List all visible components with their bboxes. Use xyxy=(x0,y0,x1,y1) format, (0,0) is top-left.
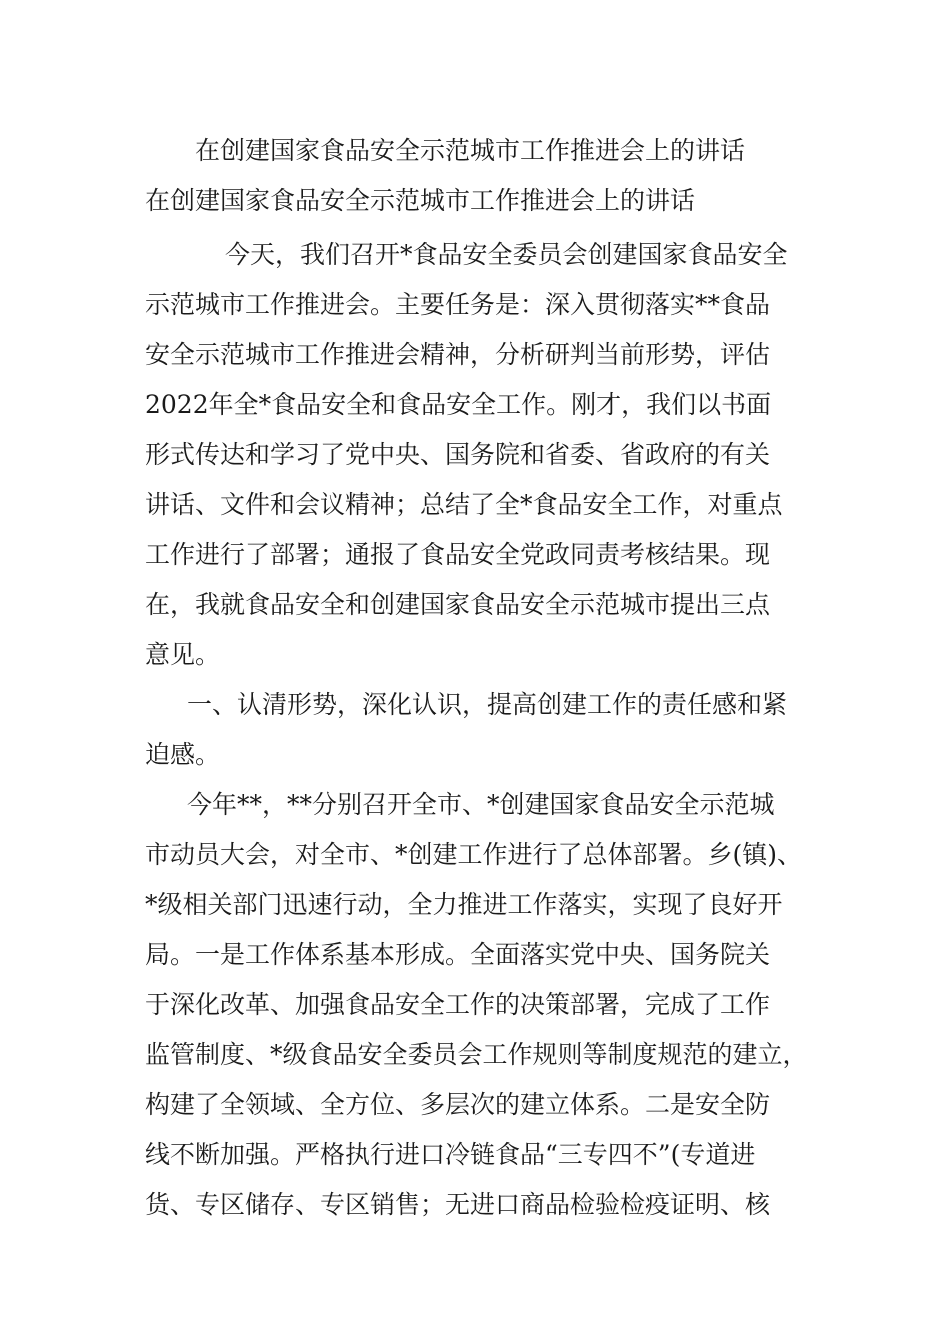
paragraph-line: 一、认清形势，深化认识，提高创建工作的责任感和紧 xyxy=(187,690,788,719)
paragraph-line: 线不断加强。严格执行进口冷链食品“三专四不”(专道进 xyxy=(145,1140,756,1169)
paragraph-line: 于深化改革、加强食品安全工作的决策部署，完成了工作 xyxy=(145,990,771,1019)
paragraph-line: 货、专区储存、专区销售；无进口商品检验检疫证明、核 xyxy=(145,1190,771,1219)
paragraph-line: 今天，我们召开*食品安全委员会创建国家食品安全 xyxy=(225,240,788,269)
paragraph-line: 局。一是工作体系基本形成。全面落实党中央、国务院关 xyxy=(145,940,771,969)
paragraph-line: 在，我就食品安全和创建国家食品安全示范城市提出三点 xyxy=(145,590,771,619)
paragraph-line: 今年**，**分别召开全市、*创建国家食品安全示范城 xyxy=(187,790,775,819)
document-body xyxy=(145,230,815,1230)
paragraph-line: *级相关部门迅速行动，全力推进工作落实，实现了良好开 xyxy=(145,890,783,919)
paragraph-progress xyxy=(145,780,815,1230)
document-title: 在创建国家食品安全示范城市工作推进会上的讲话 xyxy=(195,136,746,165)
paragraph-line: 2022年全*食品安全和食品安全工作。刚才，我们以书面 xyxy=(145,390,772,419)
paragraph-intro xyxy=(145,230,815,680)
paragraph-line: 迫感。 xyxy=(145,740,221,769)
paragraph-line: 意见。 xyxy=(145,640,221,669)
paragraph-line: 监管制度、*级食品安全委员会工作规则等制度规范的建立， xyxy=(145,1040,808,1069)
paragraph-line: 工作进行了部署；通报了食品安全党政同责考核结果。现 xyxy=(145,540,771,569)
section-heading-one xyxy=(145,680,815,780)
paragraph-line: 安全示范城市工作推进会精神，分析研判当前形势，评估 xyxy=(145,340,771,369)
paragraph-line: 示范城市工作推进会。主要任务是：深入贯彻落实**食品 xyxy=(145,290,771,319)
paragraph-line: 构建了全领域、全方位、多层次的建立体系。二是安全防 xyxy=(145,1090,771,1119)
paragraph-line: 市动员大会，对全市、*创建工作进行了总体部署。乡(镇)、 xyxy=(145,840,803,869)
paragraph-line: 讲话、文件和会议精神；总结了全*食品安全工作，对重点 xyxy=(145,490,783,519)
document-subtitle: 在创建国家食品安全示范城市工作推进会上的讲话 xyxy=(145,186,696,215)
paragraph-line: 形式传达和学习了党中央、国务院和省委、省政府的有关 xyxy=(145,440,771,469)
